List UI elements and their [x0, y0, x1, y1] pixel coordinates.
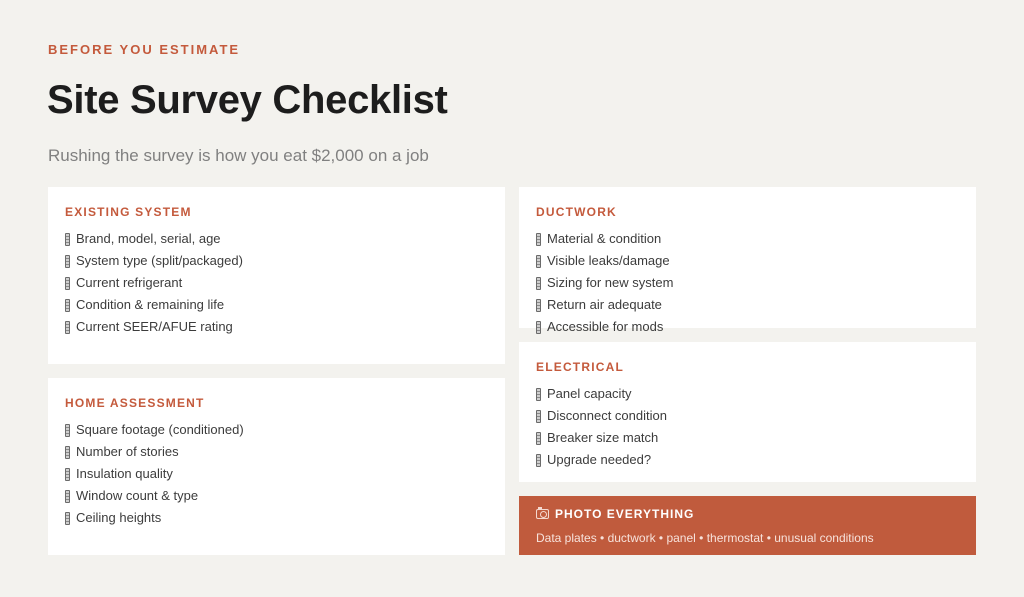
card-heading: EXISTING SYSTEM	[65, 205, 192, 219]
item-label: Material & condition	[547, 231, 662, 246]
item-label: Visible leaks/damage	[547, 253, 670, 268]
item-label: Panel capacity	[547, 386, 632, 401]
card-heading: DUCTWORK	[536, 205, 617, 219]
photo-everything-callout	[519, 496, 976, 555]
checkbox-icon[interactable]	[65, 299, 70, 312]
card-home-assessment	[48, 378, 505, 555]
checklist-item[interactable]	[536, 228, 959, 250]
checklist-item[interactable]	[536, 294, 959, 316]
item-label: Breaker size match	[547, 430, 659, 445]
item-label: Current refrigerant	[76, 275, 183, 290]
checkbox-icon[interactable]	[65, 233, 70, 246]
card-heading: ELECTRICAL	[536, 360, 624, 374]
checkbox-icon[interactable]	[65, 255, 70, 268]
item-label: Window count & type	[76, 488, 199, 503]
checkbox-icon[interactable]	[65, 424, 70, 437]
eyebrow-label: BEFORE YOU ESTIMATE	[48, 42, 241, 57]
checkbox-icon[interactable]	[536, 454, 541, 467]
checklist-item[interactable]	[65, 463, 488, 485]
checkbox-icon[interactable]	[536, 255, 541, 268]
checkbox-icon[interactable]	[536, 410, 541, 423]
item-label: Number of stories	[76, 444, 179, 459]
callout-heading	[536, 507, 959, 521]
card-ductwork	[519, 187, 976, 334]
item-label: Upgrade needed?	[547, 452, 652, 467]
checklist-item[interactable]	[65, 441, 488, 463]
checkbox-icon[interactable]	[536, 432, 541, 445]
checkbox-icon[interactable]	[65, 468, 70, 481]
checkbox-icon[interactable]	[65, 512, 70, 525]
item-label: Square footage (conditioned)	[76, 422, 244, 437]
item-label: Return air adequate	[547, 297, 662, 312]
checkbox-icon[interactable]	[65, 321, 70, 334]
checkbox-icon[interactable]	[536, 388, 541, 401]
checkbox-icon[interactable]	[65, 277, 70, 290]
checkbox-icon[interactable]	[65, 490, 70, 503]
checklist-item[interactable]	[65, 294, 488, 316]
checklist-item[interactable]	[536, 316, 959, 338]
checklist-item[interactable]	[65, 250, 488, 272]
item-label: Current SEER/AFUE rating	[76, 319, 233, 334]
checkbox-icon[interactable]	[536, 277, 541, 290]
callout-heading-label: PHOTO EVERYTHING	[555, 507, 695, 521]
checklist-item[interactable]	[65, 507, 488, 529]
checklist-item[interactable]	[65, 419, 488, 441]
card-heading: HOME ASSESSMENT	[65, 396, 205, 410]
checklist-item[interactable]	[65, 272, 488, 294]
checklist-item[interactable]	[536, 405, 959, 427]
item-label: Ceiling heights	[76, 510, 162, 525]
item-label: Condition & remaining life	[76, 297, 225, 312]
checklist-item[interactable]	[65, 316, 488, 338]
checklist-item[interactable]	[536, 272, 959, 294]
item-label: Brand, model, serial, age	[76, 231, 221, 246]
checklist-item[interactable]	[536, 427, 959, 449]
checklist-item[interactable]	[536, 383, 959, 405]
checkbox-icon[interactable]	[536, 233, 541, 246]
item-label: Insulation quality	[76, 466, 173, 481]
camera-icon	[536, 509, 549, 519]
checklist-item[interactable]	[536, 250, 959, 272]
page-title: Site Survey Checklist	[47, 78, 448, 122]
checkbox-icon[interactable]	[536, 299, 541, 312]
card-existing-system	[48, 187, 505, 364]
item-label: Accessible for mods	[547, 319, 664, 334]
checklist-item[interactable]	[65, 485, 488, 507]
item-label: Sizing for new system	[547, 275, 674, 290]
checkbox-icon[interactable]	[536, 321, 541, 334]
checklist-item[interactable]	[536, 449, 959, 471]
callout-body: Data plates • ductwork • panel • thermostat • unusual conditions	[536, 531, 874, 545]
item-label: System type (split/packaged)	[76, 253, 243, 268]
item-label: Disconnect condition	[547, 408, 667, 423]
card-electrical	[519, 342, 976, 482]
page-subtitle: Rushing the survey is how you eat $2,000 on a job	[48, 146, 429, 165]
checkbox-icon[interactable]	[65, 446, 70, 459]
checklist-item[interactable]	[65, 228, 488, 250]
